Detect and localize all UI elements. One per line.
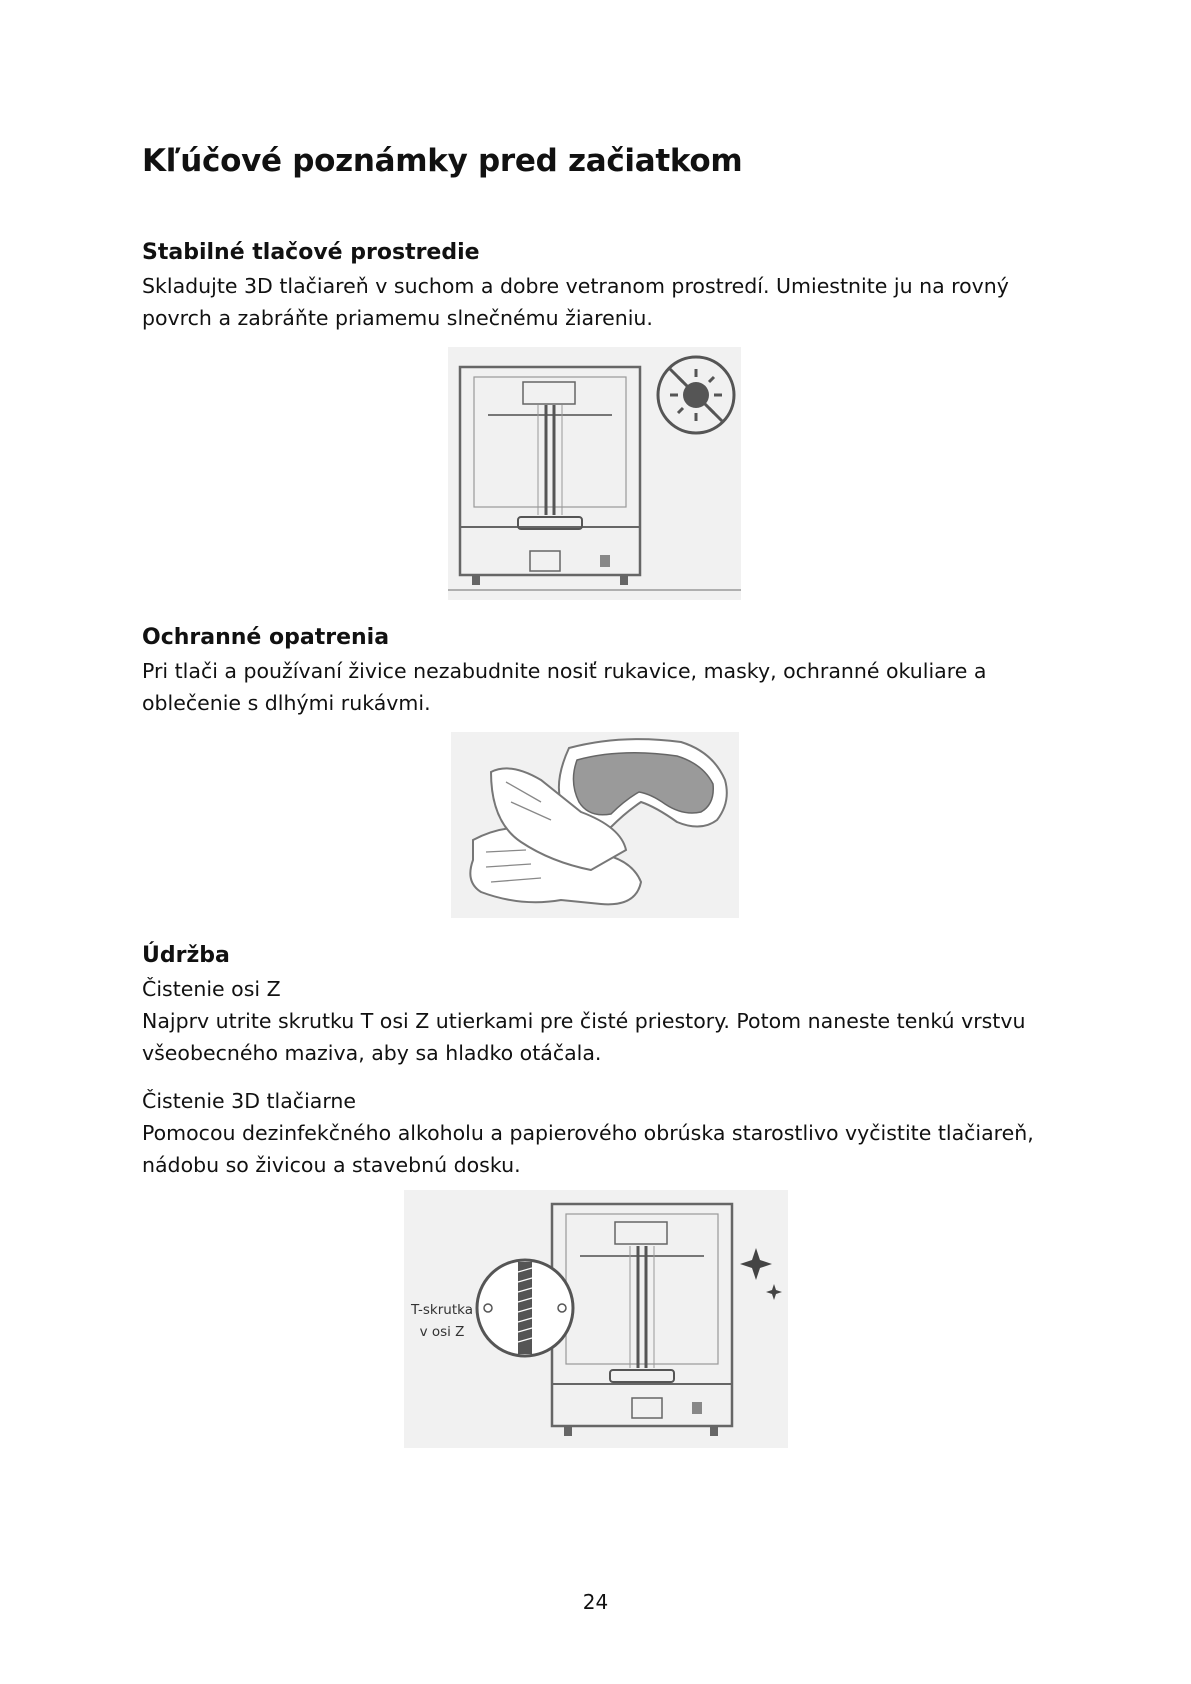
page-title: Kľúčové poznámky pred začiatkom [142,143,743,179]
t-screw-callout [404,1299,480,1343]
section-heading-maintenance: Údržba [142,943,230,968]
gloves-goggles-svg [451,732,739,918]
subsection-text-z-axis: Najprv utrite skrutku T osi Z utierkami pre čisté priestory. Potom naneste tenkú vrstvu všeobecného maziva, aby sa hladko otáčala. [142,1009,1026,1065]
subsection-title-printer-cleaning: Čistenie 3D tlačiarne [142,1089,356,1113]
printer-no-sunlight-illustration [448,347,741,600]
subsection-text-printer-cleaning: Pomocou dezinfekčného alkoholu a papierového obrúska starostlivo vyčistite tlačiareň, nádobu so živicou a stavebnú dosku. [142,1121,1034,1177]
section-text-protection: Pri tlači a používaní živice nezabudnite nosiť rukavice, masky, ochranné okuliare a oblečenie s dlhými rukávmi. [142,659,987,715]
page-number: 24 [582,1590,609,1614]
subsection-title-z-axis: Čistenie osi Z [142,977,281,1001]
section-heading-protection: Ochranné opatrenia [142,625,390,650]
printer-no-sunlight-svg [448,347,741,600]
section-heading-environment: Stabilné tlačové prostredie [142,240,480,265]
gloves-goggles-illustration [451,732,739,918]
t-screw-callout-line-1: T-skrutka [411,1302,473,1318]
t-screw-callout-line-2: v osi Z [419,1324,465,1340]
section-text-environment: Skladujte 3D tlačiareň v suchom a dobre vetranom prostredí. Umiestnite ju na rovný povrch a zabráňte priamemu slnečnému žiareniu. [142,274,1009,330]
